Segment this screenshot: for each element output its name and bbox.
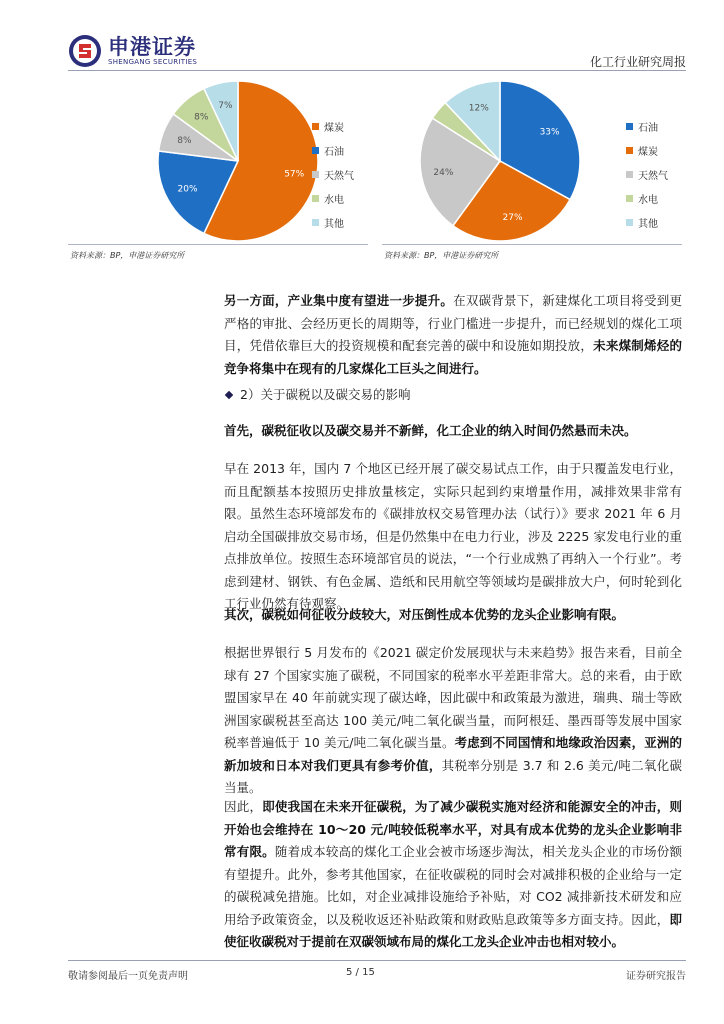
bullet-heading [224, 384, 682, 407]
legend-1-label-1: 石油 [324, 146, 344, 158]
p3-text: 早在 2013 年，国内 7 个地区已经开展了碳交易试点工作，由于只覆盖发电行业，而且配额基本按照历史排放量核定，实际只起到约束增量作用，减排效果非常有限。虽然生态环境部发布的《碳排放权交易管理办法（试行）》要求 2021 年 6 月启动全国碳排放交易市场，但是仍然集中在电力行业，涉及 2225 家发电行业的重点排放单位。按照生态环境部官员的说法，“一个行业成熟了再纳入一个行业”。考虑到建材、钢铁、有色金属、造纸和民用航空等领域均是碳排放大户，何时轮到化工行业仍然有待观察。 [224, 461, 682, 611]
legend-2-label-3: 水电 [638, 194, 658, 206]
paragraph-carbon-trading [224, 458, 682, 616]
footer-report-label: 证券研究报告 [626, 971, 686, 982]
p6-bold: 即使我国在未来开征碳税，为了减少碳税实施对经济和能源安全的冲击，则开始也会维持在 10～20 元/吨较低税率水平，对具有成本优势的龙头企业影响非常有限。 [224, 799, 682, 859]
p5-bold: 考虑到不同国情和地缘政治因素，亚洲的新加坡和日本对我们更具有参考价值， [224, 735, 682, 773]
legend-1-label-3: 水电 [324, 194, 344, 206]
paragraph-world-bank [224, 642, 682, 800]
pie-1-label-4: 7% [218, 100, 233, 111]
legend-2-item-3 [626, 186, 668, 210]
p1-bold2: 未来煤制烯烃的竞争将集中在现有的几家煤化工巨头之间进行。 [224, 338, 682, 376]
pie-2-label-2: 24% [433, 167, 454, 178]
legend-1-label-4: 其他 [324, 218, 344, 230]
footer-disclaimer: 敬请参阅最后一页免责声明 [68, 971, 188, 982]
chart-panel-1 [68, 78, 368, 263]
legend-1-swatch-1 [312, 147, 319, 154]
paragraph-first-point [224, 420, 682, 443]
p5-text2: 其税率分别是 3.7 和 2.6 美元/吨二氧化碳当量。 [224, 757, 682, 795]
header-divider [68, 70, 686, 71]
chart-1-source: 资料来源：BP，申港证券研究所 [70, 251, 185, 260]
legend-1-item-0 [312, 114, 354, 138]
legend-1-swatch-3 [312, 195, 319, 202]
legend-2-swatch-1 [626, 147, 633, 154]
legend-2-item-4 [626, 210, 668, 234]
page-number: 5 / 15 [346, 967, 375, 978]
report-type: 化工行业研究周报 [589, 55, 686, 69]
legend-1-item-1 [312, 138, 354, 162]
chart-2-bottom-line [382, 244, 682, 245]
chart-1-bottom-line [68, 244, 368, 245]
pie-2-label-4: 12% [468, 103, 489, 114]
logo-en-text: SHENGANG SECURITIES [108, 58, 198, 66]
legend-2-item-2 [626, 162, 668, 186]
p1-text: 在双碳背景下，新建煤化工项目将受到更严格的审批、会经历更长的周期等，行业门槛进一步提升，而已经规划的煤化工项目，凭借依靠巨大的投资规模和配套完善的碳中和设施如期投放， [224, 293, 682, 353]
legend-2-label-0: 石油 [638, 122, 658, 134]
legend-2-item-1 [626, 138, 668, 162]
legend-1-swatch-2 [312, 171, 319, 178]
legend-2-label-4: 其他 [638, 218, 658, 230]
legend-1-swatch-4 [312, 219, 319, 226]
footer-divider [68, 960, 686, 961]
p6-bold2: 即使征收碳税对于提前在双碳领域布局的煤化工龙头企业冲击也相对较小。 [224, 911, 682, 949]
paragraph-conclusion [224, 796, 682, 954]
shengang-logo-icon [68, 34, 102, 68]
p6-text: 因此， [224, 799, 263, 814]
legend-1-swatch-0 [312, 123, 319, 130]
logo-cn-text: 申港证券 [108, 35, 196, 59]
legend-2-swatch-2 [626, 171, 633, 178]
legend-1-item-4 [312, 210, 354, 234]
p4-bold: 其次，碳税如何征收分歧较大，对压倒性成本优势的龙头企业影响有限。 [224, 607, 625, 622]
legend-2-label-1: 煤炭 [638, 146, 658, 158]
pie-1-label-3: 8% [194, 112, 209, 123]
legend-2 [626, 114, 668, 234]
paragraph-second-point [224, 604, 682, 627]
chart-2-source: 资料来源：BP，申港证券研究所 [384, 251, 499, 260]
legend-2-item-0 [626, 114, 668, 138]
legend-1 [312, 114, 354, 234]
pie-1-label-0: 57% [284, 169, 305, 180]
legend-1-item-2 [312, 162, 354, 186]
legend-1-item-3 [312, 186, 354, 210]
pie-1-label-2: 8% [177, 135, 192, 146]
legend-2-swatch-3 [626, 195, 633, 202]
legend-1-label-0: 煤炭 [324, 122, 344, 134]
p1-bold: 另一方面，产业集中度有望进一步提升。 [224, 293, 454, 308]
page-header [0, 0, 724, 78]
pie-1-label-1: 20% [177, 184, 198, 195]
legend-2-swatch-4 [626, 219, 633, 226]
pie-2-label-1: 27% [502, 213, 523, 224]
chart-panel-2 [382, 78, 682, 263]
company-logo [68, 34, 197, 68]
pie-2-label-0: 33% [539, 127, 560, 138]
legend-2-swatch-0 [626, 123, 633, 130]
paragraph-concentration [224, 290, 682, 380]
diamond-bullet-icon [225, 391, 233, 399]
bullet-text: 2）关于碳税以及碳交易的影响 [240, 387, 411, 402]
legend-2-label-2: 天然气 [638, 170, 668, 182]
legend-1-label-2: 天然气 [324, 170, 354, 182]
p5-text: 根据世界银行 5 月发布的《2021 碳定价发展现状与未来趋势》报告来看，目前全球有 27 个国家实施了碳税，不同国家的税率水平差距非常大。总的来看，由于欧盟国家早在 40 年前就实现了碳达峰，因此碳中和政策最为激进，瑞典、瑞士等欧洲国家碳税甚至高达 100 美元/吨二氧化碳当量，而阿根廷、墨西哥等发展中国家税率普遍低于 10 美元/吨二氧化碳当量。 [224, 645, 682, 750]
p6-text2: 随着成本较高的煤化工企业会被市场逐步淘汰，相关龙头企业的市场份额有望提升。此外，参考其他国家，在征收碳税的同时会对减排积极的企业给与一定的碳税减免措施。比如，对企业减排设施给予补贴，对 CO2 减排新技术研发和应用给予政策资金，以及税收返还补贴政策和财政贴息政策等多方面支持。因此， [224, 844, 682, 927]
p2-bold: 首先，碳税征收以及碳交易并不新鲜，化工企业的纳入时间仍然悬而未决。 [224, 423, 637, 438]
